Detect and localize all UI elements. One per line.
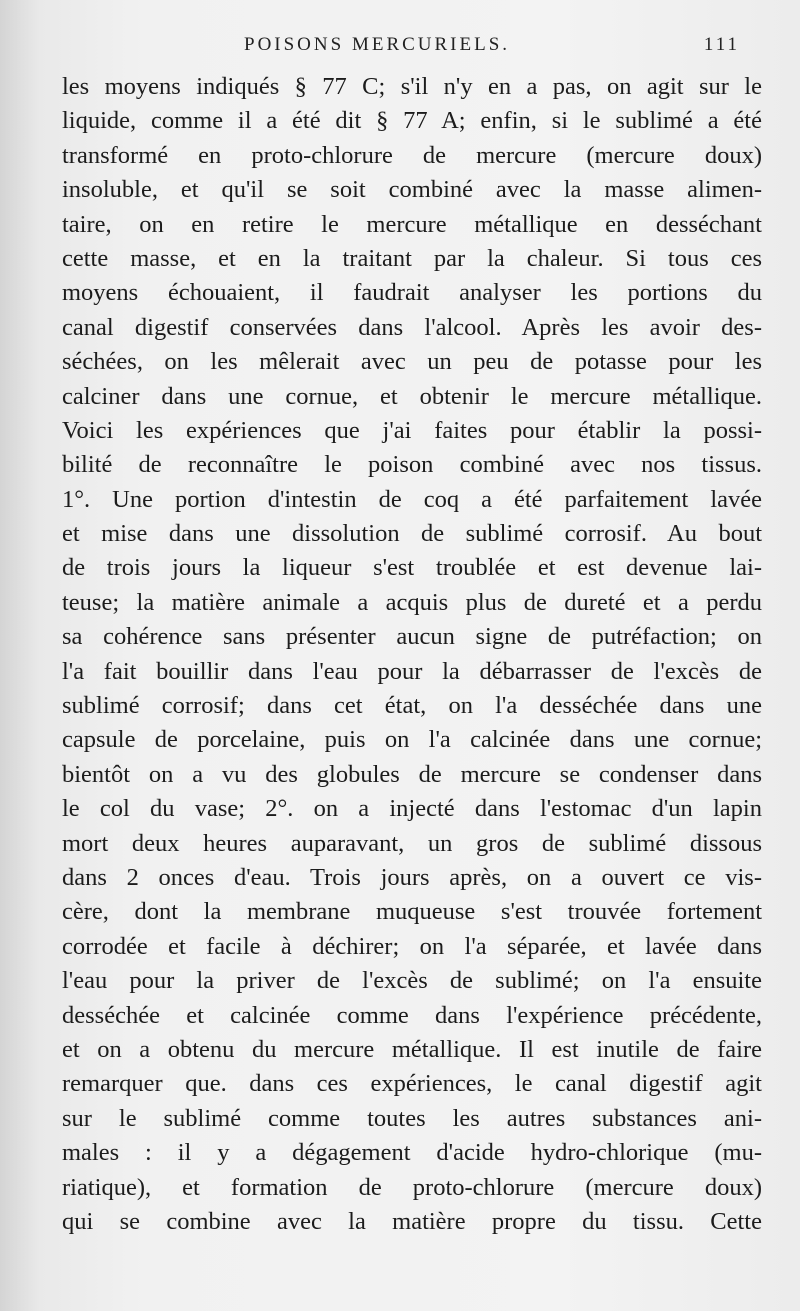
text-line: desséchée et calcinée comme dans l'expérience précédente, [62, 1001, 762, 1029]
text-line: séchées, on les mêlerait avec un peu de potasse pour les [62, 348, 762, 376]
text-line: bilité de reconnaître le poison combiné avec nos tissus. [62, 451, 762, 479]
text-line: bientôt on a vu des globules de mercure se condenser dans [62, 760, 762, 788]
text-line: sa cohérence sans présenter aucun signe de putréfaction; on [62, 623, 762, 651]
text-line: moyens échouaient, il faudrait analyser les portions du [62, 279, 762, 307]
text-line: remarquer que. dans ces expériences, le canal digestif agit [62, 1070, 762, 1098]
text-line: l'eau pour la priver de l'excès de sublimé; on l'a ensuite [62, 967, 762, 995]
text-line: insoluble, et qu'il se soit combiné avec la masse alimen- [62, 176, 762, 204]
text-line: qui se combine avec la matière propre du tissu. Cette [62, 1207, 762, 1235]
text-line: males : il y a dégagement d'acide hydro-chlorique (mu- [62, 1139, 762, 1167]
running-title: POISONS MERCURIELS. [244, 34, 511, 55]
page-number: 111 [703, 34, 740, 55]
text-line: cère, dont la membrane muqueuse s'est trouvée fortement [62, 898, 762, 926]
text-line: sublimé corrosif; dans cet état, on l'a desséchée dans une [62, 692, 762, 720]
text-line: dans 2 onces d'eau. Trois jours après, on a ouvert ce vis- [62, 863, 762, 891]
text-line: teuse; la matière animale a acquis plus de dureté et a perdu [62, 588, 762, 616]
page-gutter-shadow [0, 0, 40, 1311]
text-line: et mise dans une dissolution de sublimé corrosif. Au bout [62, 520, 762, 548]
text-line: calciner dans une cornue, et obtenir le mercure métallique. [62, 382, 762, 410]
text-line: et on a obtenu du mercure métallique. Il est inutile de faire [62, 1035, 762, 1063]
text-line: Voici les expériences que j'ai faites pour établir la possi- [62, 416, 762, 444]
text-line: liquide, comme il a été dit § 77 A; enfin, si le sublimé a été [62, 107, 762, 135]
text-line: de trois jours la liqueur s'est troublée et est devenue lai- [62, 554, 762, 582]
text-line: sur le sublimé comme toutes les autres substances ani- [62, 1104, 762, 1132]
text-line: canal digestif conservées dans l'alcool. Après les avoir des- [62, 313, 762, 341]
text-line: l'a fait bouillir dans l'eau pour la débarrasser de l'excès de [62, 657, 762, 685]
text-line: 1°. Une portion d'intestin de coq a été parfaitement lavée [62, 485, 762, 513]
text-line: riatique), et formation de proto-chlorure (mercure doux) [62, 1173, 762, 1201]
text-line: taire, on en retire le mercure métallique en desséchant [62, 210, 762, 238]
text-line: mort deux heures auparavant, un gros de sublimé dissous [62, 829, 762, 857]
text-line: cette masse, et en la traitant par la chaleur. Si tous ces [62, 244, 762, 272]
text-line: capsule de porcelaine, puis on l'a calcinée dans une cornue; [62, 726, 762, 754]
text-line: le col du vase; 2°. on a injecté dans l'estomac d'un lapin [62, 795, 762, 823]
text-line: transformé en proto-chlorure de mercure (mercure doux) [62, 141, 762, 169]
text-line: corrodée et facile à déchirer; on l'a séparée, et lavée dans [62, 932, 762, 960]
text-line: les moyens indiqués § 77 C; s'il n'y en a pas, on agit sur le [62, 73, 762, 100]
page-header [0, 26, 800, 62]
body-text [62, 70, 762, 1239]
